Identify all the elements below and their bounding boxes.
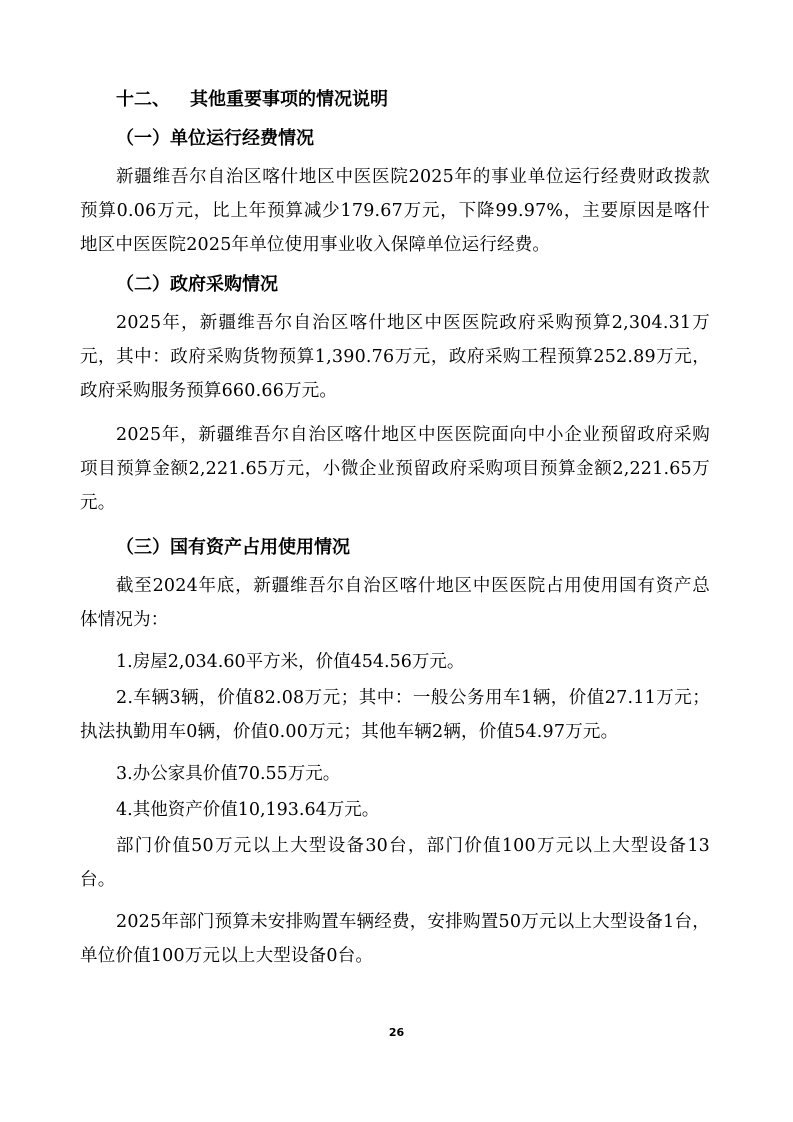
paragraph-assets-overview: 截至2024年底，新疆维吾尔自治区喀什地区中医医院占用使用国有资产总体情况为： bbox=[80, 576, 710, 630]
paragraph-large-equipment: 部门价值50万元以上大型设备30台，部门价值100万元以上大型设备13台。 bbox=[80, 836, 710, 890]
paragraph-purchase-plan: 2025年部门预算未安排购置车辆经费，安排购置50万元以上大型设备1台，单位价值100万元以上大型设备0台。 bbox=[80, 912, 710, 966]
subsection-heading-procurement: （二）政府采购情况 bbox=[116, 274, 278, 295]
asset-item-furniture: 3.办公家具价值70.55万元。 bbox=[116, 764, 341, 784]
asset-item-other: 4.其他资产价值10,193.64万元。 bbox=[116, 800, 380, 820]
asset-item-vehicles: 2.车辆3辆，价值82.08万元；其中：一般公务用车1辆，价值27.11万元；执法执勤用车0辆，价值0.00万元；其他车辆2辆，价值54.97万元。 bbox=[80, 688, 710, 742]
paragraph-procurement-budget: 2025年，新疆维吾尔自治区喀什地区中医医院政府采购预算2,304.31万元，其中：政府采购货物预算1,390.76万元，政府采购工程预算252.89万元，政府采购服务预算660.66万元。 bbox=[80, 313, 710, 401]
subsection-heading-operating-funds: （一）单位运行经费情况 bbox=[116, 128, 314, 149]
section-heading: 其他重要事项的情况说明 bbox=[190, 89, 388, 110]
section-title bbox=[116, 86, 388, 114]
asset-item-buildings: 1.房屋2,034.60平方米，价值454.56万元。 bbox=[116, 652, 465, 672]
paragraph-sme-procurement: 2025年，新疆维吾尔自治区喀什地区中医医院面向中小企业预留政府采购项目预算金额2,221.65万元，小微企业预留政府采购项目预算金额2,221.65万元。 bbox=[80, 425, 710, 513]
section-number: 十二、 bbox=[116, 89, 170, 110]
page-number: 26 bbox=[388, 1026, 405, 1039]
subsection-heading-state-assets: （三）国有资产占用使用情况 bbox=[116, 537, 350, 558]
paragraph-operating-funds: 新疆维吾尔自治区喀什地区中医医院2025年的事业单位运行经费财政拨款预算0.06万元，比上年预算减少179.67万元，下降99.97%，主要原因是喀什地区中医医院2025年单位使用事业收入保障单位运行经费。 bbox=[80, 167, 710, 255]
